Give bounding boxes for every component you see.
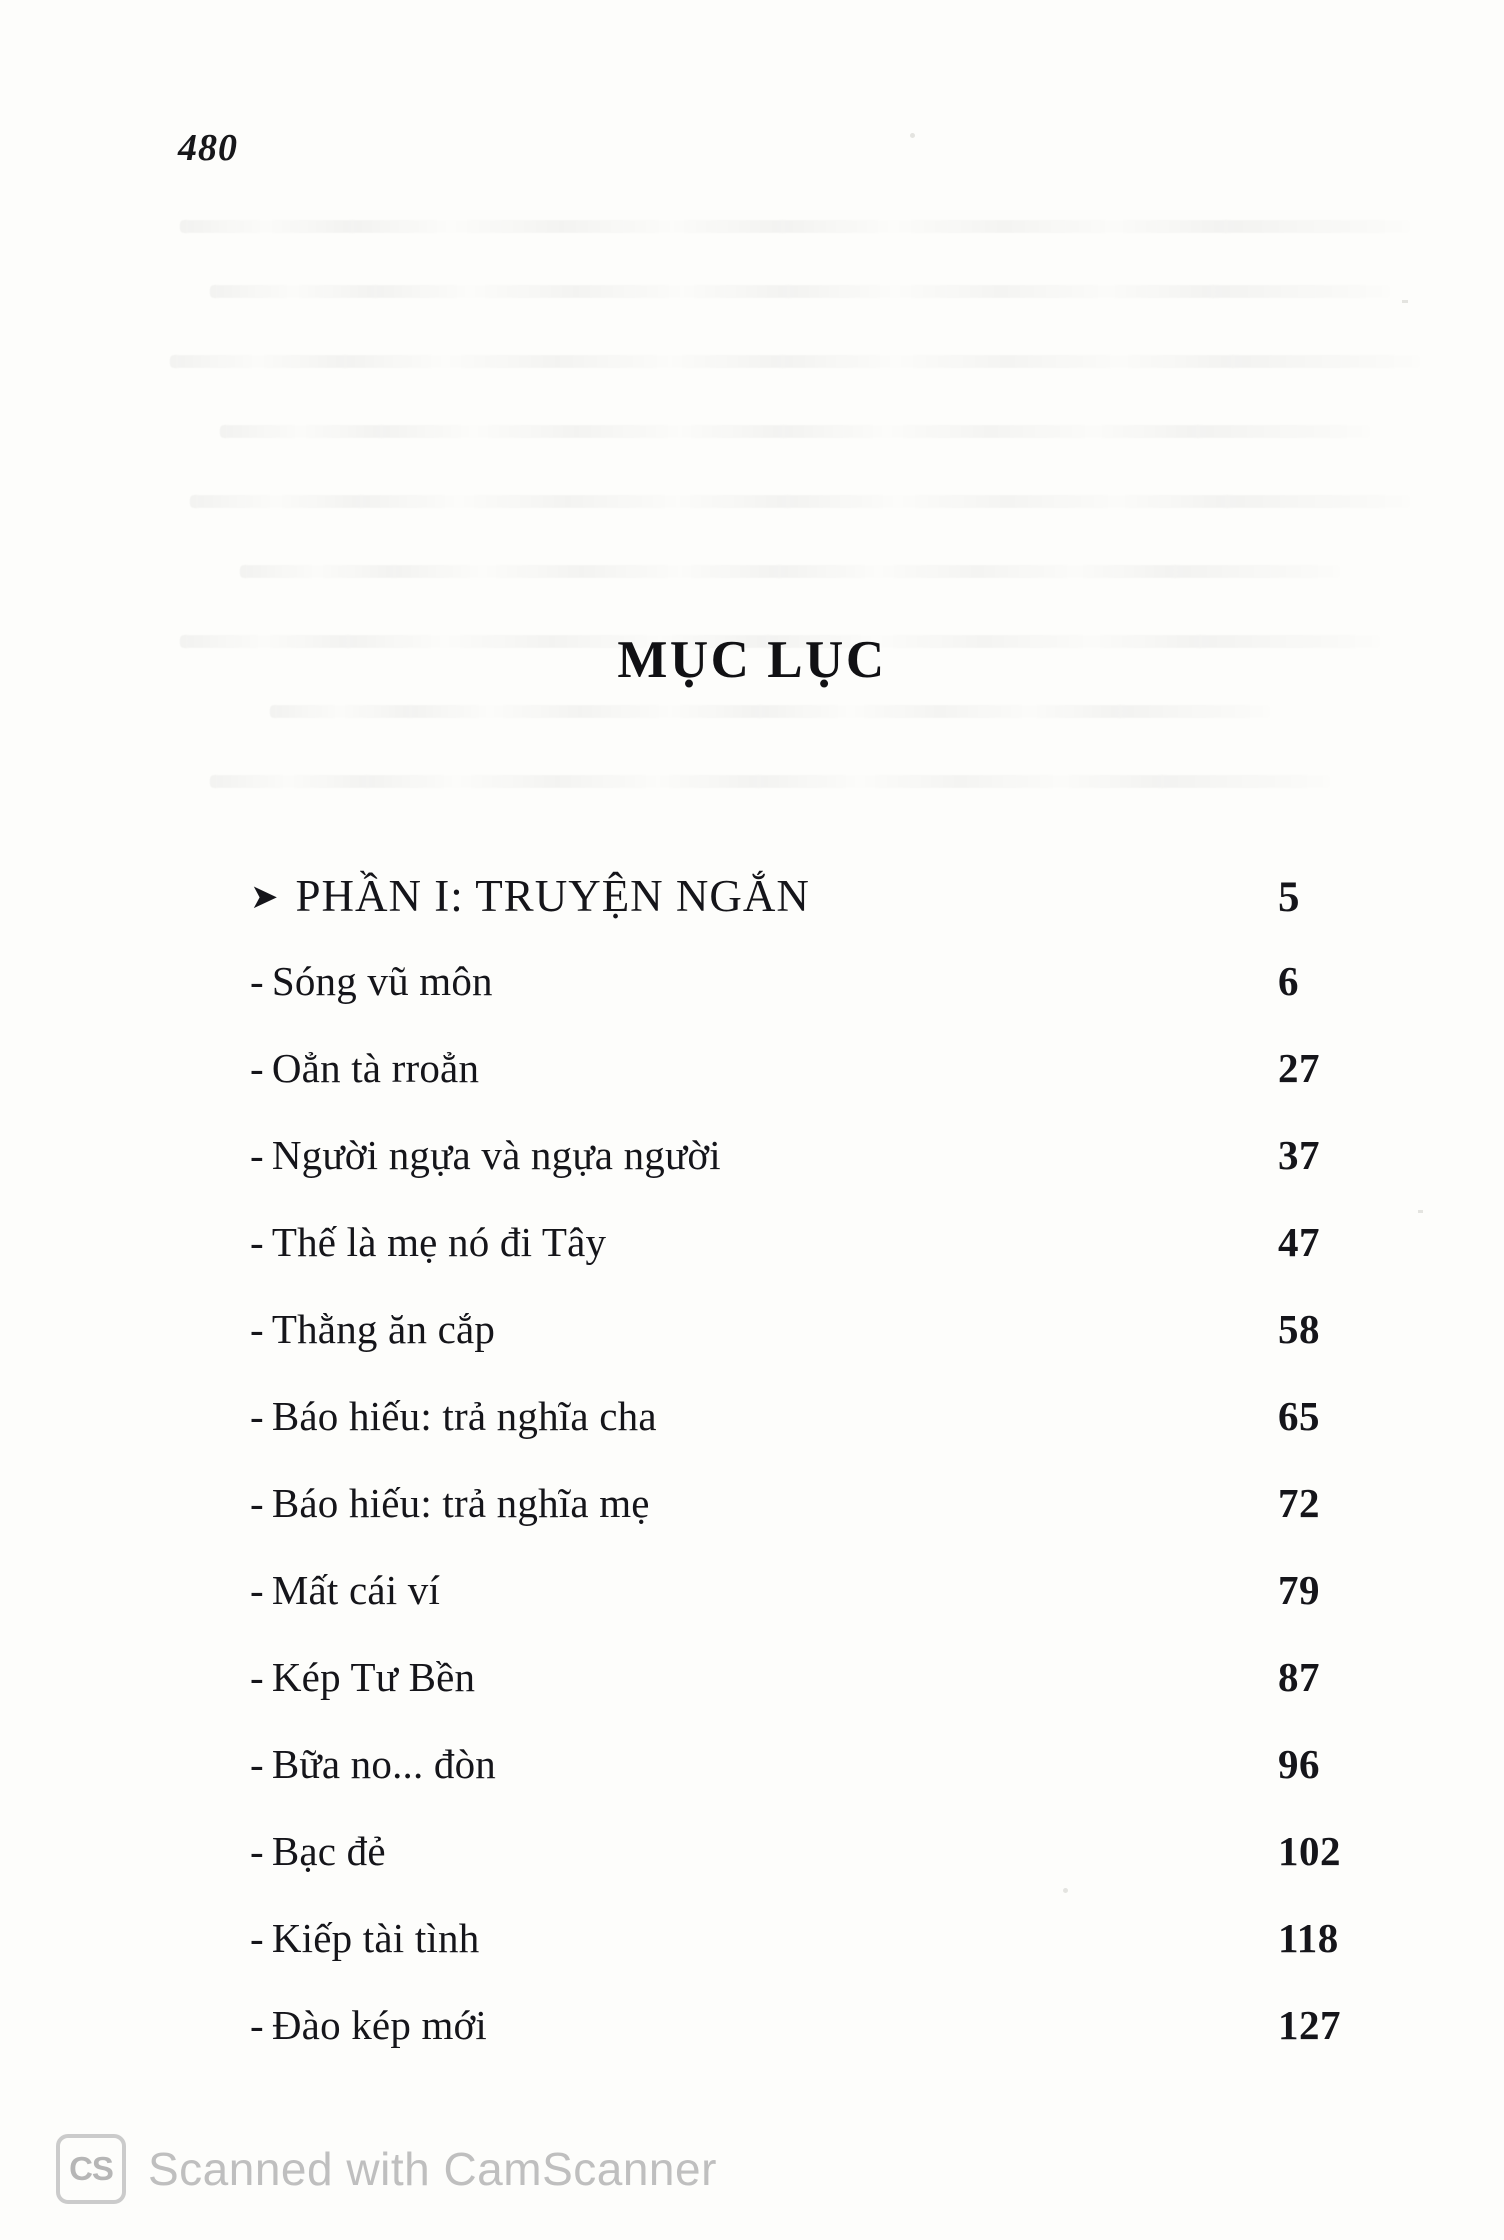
toc-entry[interactable]	[250, 1305, 1390, 1392]
arrow-icon: ➤	[250, 879, 280, 916]
toc-entry-label: - Kiếp tài tình	[250, 1915, 480, 1961]
toc-entry-label: - Người ngựa và ngựa người	[250, 1132, 721, 1178]
toc-entry-page: 47	[1278, 1219, 1320, 1265]
toc-entry[interactable]	[250, 1392, 1390, 1479]
toc-entry-label: - Báo hiếu: trả nghĩa mẹ	[250, 1480, 650, 1526]
toc-entry-label: - Mất cái ví	[250, 1567, 441, 1613]
dash-icon: -	[250, 1480, 264, 1526]
toc-entry-label: - Sóng vũ môn	[250, 958, 493, 1004]
toc-entry[interactable]	[250, 1653, 1390, 1740]
dash-icon: -	[250, 1915, 264, 1961]
camscanner-label: Scanned with CamScanner	[148, 2143, 717, 2195]
toc-entry-page: 6	[1278, 958, 1299, 1004]
toc-entry-page: 37	[1278, 1132, 1320, 1178]
toc-entry-page: 5	[1278, 874, 1300, 921]
toc-entry-page: 27	[1278, 1045, 1320, 1091]
toc-entry-section[interactable]	[250, 870, 1390, 957]
camscanner-watermark	[56, 2134, 717, 2204]
toc-entry-page: 127	[1278, 2002, 1341, 2048]
dash-icon: -	[250, 1393, 264, 1439]
toc-entry[interactable]	[250, 1044, 1390, 1131]
toc-entry-label: - Bữa no... đòn	[250, 1741, 496, 1787]
dash-icon: -	[250, 1306, 264, 1352]
dash-icon: -	[250, 2002, 264, 2048]
page-title: MỤC LỤC	[617, 631, 887, 689]
dash-icon: -	[250, 958, 264, 1004]
toc-entry-label: - Bạc đẻ	[250, 1828, 386, 1874]
dash-icon: -	[250, 1219, 264, 1265]
toc-entry[interactable]	[250, 1218, 1390, 1305]
toc-entry[interactable]	[250, 1566, 1390, 1653]
toc-entry-label: - Đào kép mới	[250, 2002, 488, 2048]
toc-entry[interactable]	[250, 1740, 1390, 1827]
toc-entry-page: 58	[1278, 1306, 1320, 1352]
toc-entry[interactable]	[250, 1914, 1390, 2001]
toc-entry[interactable]	[250, 2001, 1390, 2088]
camscanner-logo-icon: CS	[56, 2134, 126, 2204]
toc-entry-page: 65	[1278, 1393, 1320, 1439]
dash-icon: -	[250, 1132, 264, 1178]
toc-entry-label: - Thế là mẹ nó đi Tây	[250, 1219, 607, 1265]
toc-entry-label: - Báo hiếu: trả nghĩa cha	[250, 1393, 657, 1439]
scan-speck-center	[910, 133, 915, 138]
toc-entry-page: 118	[1278, 1915, 1339, 1961]
scan-speck-right-mid	[1418, 1210, 1423, 1213]
toc-entry-page: 102	[1278, 1828, 1341, 1874]
dash-icon: -	[250, 1654, 264, 1700]
toc-entry-page: 72	[1278, 1480, 1320, 1526]
toc-entry-page: 79	[1278, 1567, 1320, 1613]
dash-icon: -	[250, 1828, 264, 1874]
paper-showthrough	[150, 210, 1450, 860]
scan-speck-right-upper	[1402, 300, 1408, 303]
toc-entry-label: - Kép Tư Bền	[250, 1654, 476, 1700]
toc-entry-page: 96	[1278, 1741, 1320, 1787]
toc-entry-label: - Oẳn tà rroẳn	[250, 1045, 480, 1091]
dash-icon: -	[250, 1045, 264, 1091]
dash-icon: -	[250, 1741, 264, 1787]
dash-icon: -	[250, 1567, 264, 1613]
toc-entry[interactable]	[250, 1131, 1390, 1218]
table-of-contents	[250, 870, 1390, 2088]
toc-entry-label: ➤ PHẦN I: TRUYỆN NGẮN	[250, 871, 810, 921]
toc-entry-page: 87	[1278, 1654, 1320, 1700]
page-number: 480	[178, 127, 238, 169]
toc-entry[interactable]	[250, 1827, 1390, 1914]
toc-entry[interactable]	[250, 1479, 1390, 1566]
toc-entry-label: - Thằng ăn cắp	[250, 1306, 496, 1352]
toc-entry[interactable]	[250, 957, 1390, 1044]
